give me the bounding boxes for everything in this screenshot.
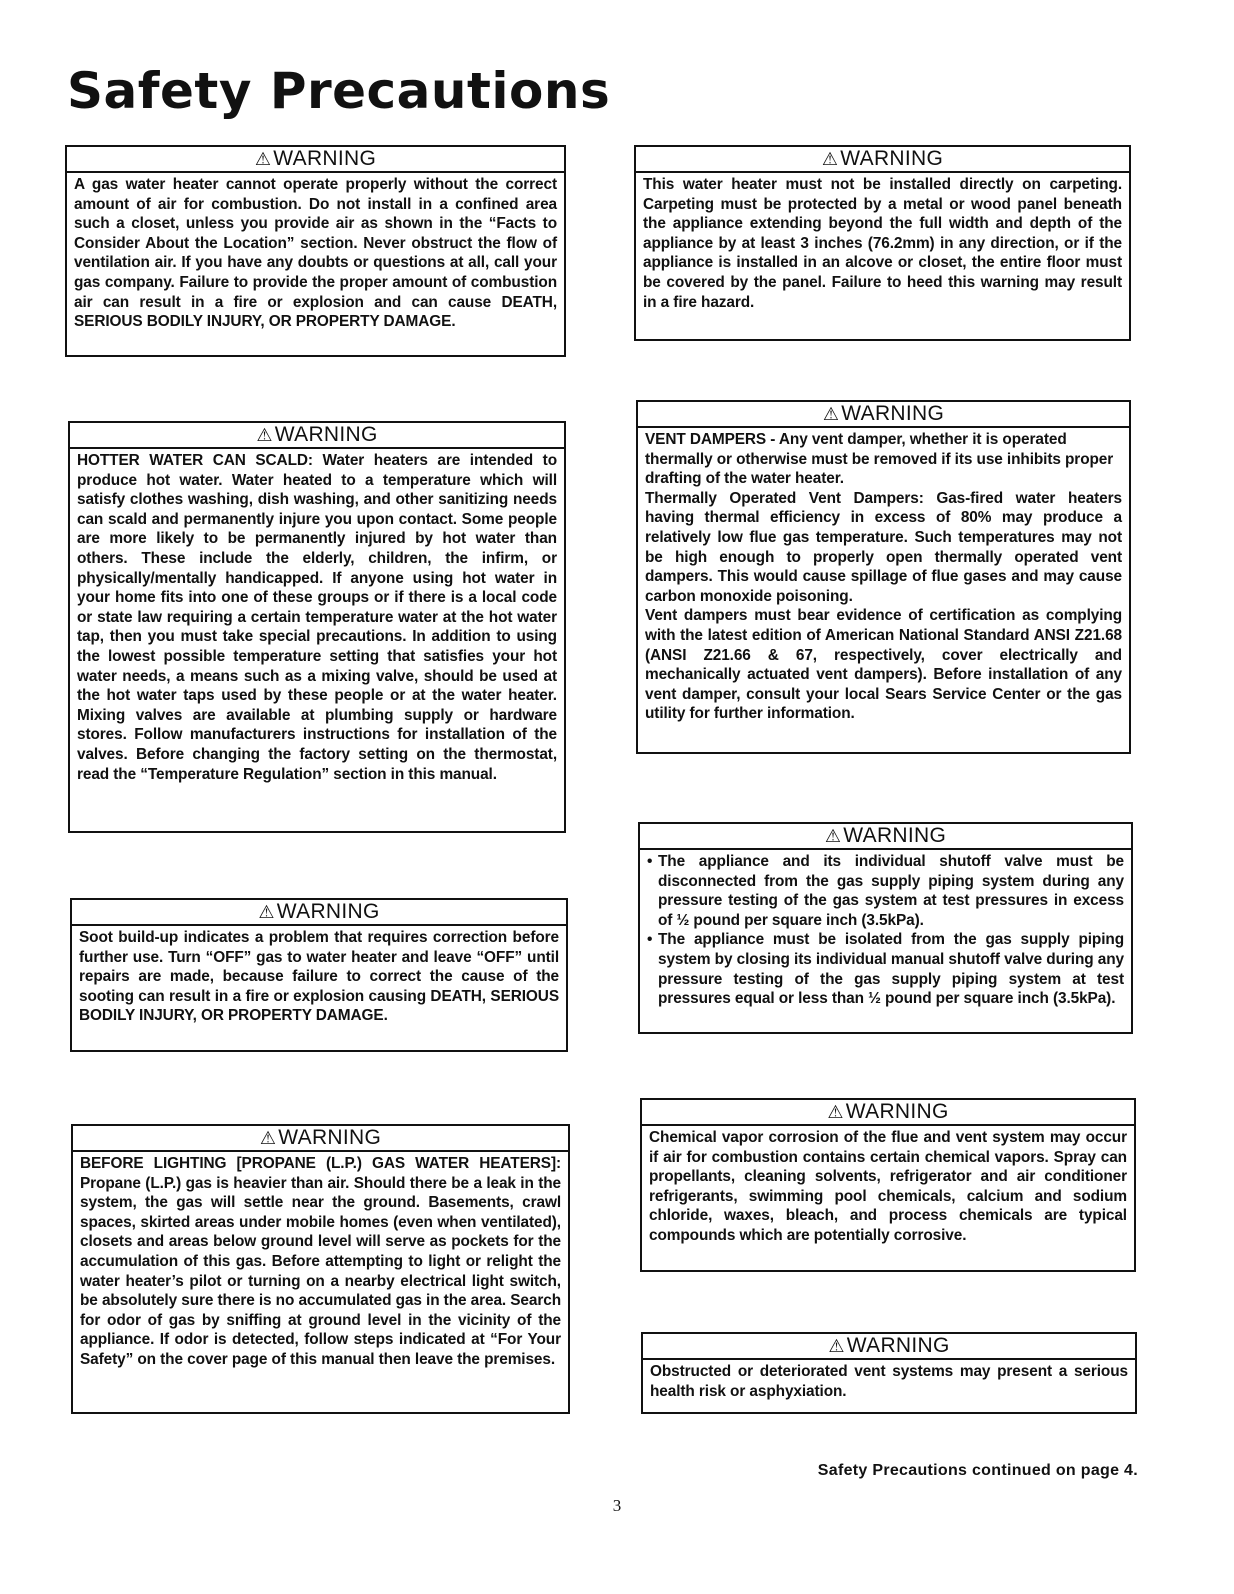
- warning-label: WARNING: [276, 900, 380, 923]
- warning-triangle-icon: ⚠: [259, 1128, 277, 1148]
- warning-triangle-icon: ⚠: [256, 425, 273, 445]
- warning-box-carpeting: [634, 145, 1131, 341]
- warning-heading: [642, 1100, 1134, 1126]
- warning-box-obstructed-vent: [641, 1332, 1137, 1414]
- warning-heading: [73, 1126, 568, 1152]
- warning-triangle-icon: ⚠: [822, 404, 840, 424]
- warning-text: BEFORE LIGHTING [PROPANE (L.P.) GAS WATER HEATERS]: Propane (L.P.) gas is heavier than air. Should there be a leak in the system, the gas will settle near the ground. Basements, crawl spaces, skirted areas under mobile homes (even when ventilated), closets and areas below ground level will serve as pockets for the accumulation of this gas. Before attempting to light or relight the water heater’s pilot or turning on a nearby electrical light switch, be absolutely sure there is no accumulated gas in the area. Search for odor of gas by sniffing at ground level in the vicinity of the appliance. If odor is detected, follow steps indicated at “For Your Safety” on the cover page of this manual then leave the premises.: [80, 1155, 561, 1368]
- warning-box-scald: [68, 421, 566, 833]
- warning-label: WARNING: [278, 1126, 382, 1149]
- warning-heading: [638, 402, 1129, 428]
- warning-triangle-icon: ⚠: [824, 826, 842, 846]
- warning-box-vent-dampers: [636, 400, 1131, 754]
- warning-triangle-icon: ⚠: [258, 902, 275, 922]
- warning-heading: [643, 1334, 1135, 1360]
- warning-paragraph: VENT DAMPERS - Any vent damper, whether it is operated thermally or otherwise must be removed if its use inhibits proper drafting of the water heater.: [645, 431, 1114, 488]
- continued-note: Safety Precautions continued on page 4.: [817, 1462, 1138, 1479]
- warning-label: WARNING: [274, 423, 378, 446]
- warning-heading: [640, 824, 1131, 850]
- warning-box-propane: [71, 1124, 570, 1414]
- warning-text: HOTTER WATER CAN SCALD: Water heaters are intended to produce hot water. Water heated to a temperature which will satisfy clothes washing, dish washing, and other sanitizing needs can scald and permanently injure you upon contact. Some people are more likely to be permanently injured by hot water than others. These include the elderly, children, the infirm, or physically/mentally handicapped. If anyone using hot water in your home fits into one of these groups or if there is a local code or state law requiring a certain temperature water at the hot water tap, then you must take special precautions. In addition to using the lowest possible temperature setting that satisfies your hot water needs, a means such as a mixing valve, should be used at the hot water taps used by these people or at the water heater. Mixing valves are available at plumbing supply or hardware stores. Follow manufacturers instructions for installation of the valves. Before changing the factory setting on the thermostat, read the “Temperature Regulation” section in this manual.: [77, 452, 557, 783]
- warning-box-chemical-vapor: [640, 1098, 1136, 1272]
- warning-box-gas-pressure: [638, 822, 1133, 1034]
- page-title: Safety Precautions: [67, 62, 611, 120]
- warning-triangle-icon: ⚠: [828, 1336, 845, 1356]
- warning-heading: [67, 147, 564, 173]
- warning-label: WARNING: [841, 402, 945, 425]
- warning-label: WARNING: [845, 1100, 949, 1123]
- warning-label: WARNING: [843, 824, 947, 847]
- warning-text: A gas water heater cannot operate properly without the correct amount of air for combustion. Do not install in a confined area such a closet, unless you provide air as shown in the “Facts to Consider About the Location” section. Never obstruct the flow of ventilation air. If you have any doubts or questions at all, call your gas company. Failure to provide the proper amount of combustion air can result in a fire or explosion and can cause DEATH, SERIOUS BODILY INJURY, OR PROPERTY DAMAGE.: [74, 176, 557, 331]
- warning-bullet-list: [647, 852, 1124, 1009]
- warning-text: Chemical vapor corrosion of the flue and vent system may occur if air for combustion contains certain chemical vapors. Spray can propellants, cleaning solvents, refrigerator and air conditioner refrigerants, swimming pool chemicals, calcium and sodium chloride, waxes, bleach, and process chemicals are typical compounds which are potentially corrosive.: [649, 1129, 1127, 1244]
- warning-label: WARNING: [273, 147, 377, 170]
- warning-text: Obstructed or deteriorated vent systems may present a serious health risk or asphyxiation.: [650, 1363, 1128, 1400]
- list-item: • The appliance must be isolated from the gas supply piping system by closing its individual manual shutoff valve during any pressure testing of the gas supply piping system at test pressures equal or less than ½ pound per square inch (3.5kPa).: [647, 930, 1124, 1008]
- warning-triangle-icon: ⚠: [821, 149, 839, 169]
- warning-heading: [72, 900, 566, 926]
- warning-text: Soot build-up indicates a problem that requires correction before further use. Turn “OFF” gas to water heater and leave “OFF” until repairs are made, because failure to correct the cause of the sooting can result in a fire or explosion causing DEATH, SERIOUS BODILY INJURY, OR PROPERTY DAMAGE.: [79, 929, 559, 1025]
- list-item: • The appliance and its individual shutoff valve must be disconnected from the gas supply piping system during any pressure testing of the gas system at test pressures in excess of ½ pound per square inch (3.5kPa).: [647, 852, 1124, 930]
- warning-heading: [636, 147, 1129, 173]
- warning-box-combustion-air: [65, 145, 566, 357]
- warning-paragraph: Thermally Operated Vent Dampers: Gas-fired water heaters having thermal efficiency in excess of 80% may produce a relatively low flue gas temperature. Such temperatures may not be high enough to properly open thermally operated vent dampers. This would cause spillage of flue gases and may cause carbon monoxide poisoning.: [645, 489, 1122, 605]
- warning-label: WARNING: [846, 1334, 950, 1357]
- warning-triangle-icon: ⚠: [254, 149, 272, 169]
- page-number: 3: [612, 1496, 622, 1515]
- warning-heading: [70, 423, 564, 449]
- warning-text: This water heater must not be installed directly on carpeting. Carpeting must be protected by a metal or wood panel beneath the appliance extending beyond the full width and depth of the appliance by at least 3 inches (76.2mm) in any direction, or if the appliance is installed in an alcove or closet, the entire floor must be covered by the panel. Failure to heed this warning may result in a fire hazard.: [643, 176, 1122, 311]
- warning-label: WARNING: [840, 147, 944, 170]
- warning-paragraph: Vent dampers must bear evidence of certification as complying with the latest edition of American National Standard ANSI Z21.68 (ANSI Z21.66 & 67, respectively, cover electrically and mechanically actuated vent dampers). Before installation of any vent damper, consult your local Sears Service Center or the gas utility for further information.: [645, 607, 1122, 723]
- warning-box-soot: [70, 898, 568, 1052]
- warning-triangle-icon: ⚠: [827, 1102, 844, 1122]
